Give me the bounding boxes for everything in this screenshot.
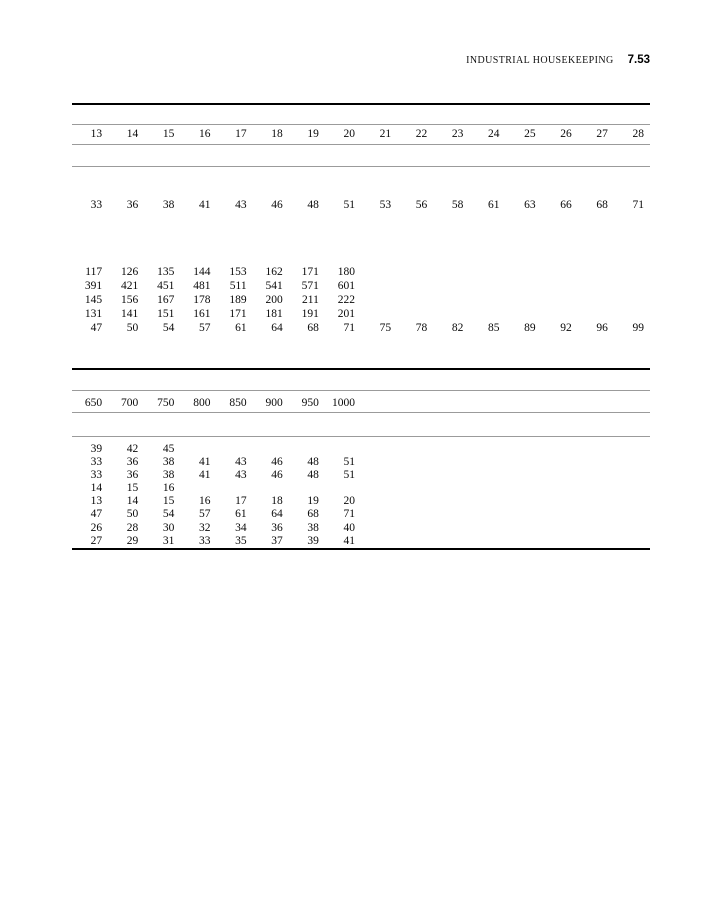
table-cell: 33: [90, 198, 103, 211]
table-cell: 71: [343, 321, 355, 334]
table-cell: 19: [307, 495, 319, 508]
table-cell: 56: [415, 198, 428, 211]
table-cell: 46: [271, 469, 283, 482]
table-cell: 25: [524, 128, 536, 140]
table-cell: 700: [121, 397, 139, 409]
table-cell: 35: [235, 534, 247, 547]
table-cell: 18: [271, 495, 283, 508]
table-cell: 650: [84, 397, 103, 409]
table-cell: 750: [157, 397, 175, 409]
table-cell: 75: [379, 321, 392, 334]
table-cell: 16: [162, 482, 175, 495]
table-cell: 27: [596, 128, 608, 140]
table-cell: 51: [343, 469, 355, 482]
table-cell: 38: [162, 469, 175, 482]
table-cell: 46: [271, 198, 283, 211]
table-row: [72, 535, 650, 548]
table-cell: 66: [560, 198, 572, 211]
table-cell: 135: [157, 265, 175, 278]
table-row: [72, 495, 650, 508]
table-cell: 33: [199, 534, 211, 547]
table-cell: 162: [265, 265, 283, 278]
table-cell: 20: [343, 495, 355, 508]
table-cell: 36: [126, 456, 139, 469]
table-cell: 34: [235, 521, 247, 534]
table-cell: 50: [126, 508, 139, 521]
table-cell: 161: [193, 307, 211, 320]
table-row: [72, 279, 650, 293]
table-cell: 45: [162, 443, 175, 455]
table-cell: 144: [193, 265, 211, 278]
table-cell: 126: [121, 265, 139, 278]
table-cell: 54: [162, 508, 175, 521]
table-cell: 92: [560, 321, 572, 334]
table-cell: 541: [265, 279, 283, 292]
table-cell: 82: [451, 321, 464, 334]
page-number: 7.53: [627, 54, 650, 66]
table2-header-row: [72, 396, 650, 410]
table-cell: 24: [488, 128, 500, 140]
table-cell: 16: [199, 128, 211, 140]
table-cell: 57: [199, 321, 211, 334]
table-cell: 48: [307, 456, 319, 469]
table-cell: 29: [126, 534, 139, 547]
table-cell: 481: [193, 279, 211, 292]
table1-top-rule: [72, 103, 650, 105]
table-row: [72, 293, 650, 307]
table-cell: 117: [85, 265, 103, 278]
table-row: [72, 321, 650, 335]
table-cell: 1000: [332, 397, 355, 409]
table-cell: 20: [343, 128, 355, 140]
page-header: [72, 50, 650, 68]
table-cell: 421: [121, 279, 139, 292]
table-row: [72, 307, 650, 321]
table-cell: 71: [343, 508, 355, 521]
table-cell: 17: [235, 495, 247, 508]
table-cell: 19: [307, 128, 319, 140]
table-cell: 141: [121, 307, 139, 320]
table-cell: 211: [302, 293, 319, 306]
table-cell: 171: [301, 265, 319, 278]
table-cell: 201: [337, 307, 355, 320]
table-cell: 16: [199, 495, 211, 508]
table-cell: 18: [271, 128, 283, 140]
table-cell: 50: [126, 321, 139, 334]
table-cell: 36: [126, 198, 139, 211]
table-cell: 43: [235, 469, 247, 482]
table-cell: 28: [632, 128, 644, 140]
table-cell: 61: [488, 198, 500, 211]
table-cell: 511: [229, 279, 247, 292]
table-cell: 15: [162, 495, 175, 508]
table-cell: 47: [90, 508, 103, 521]
table-cell: 41: [199, 456, 211, 469]
table-cell: 23: [451, 128, 464, 140]
table2-header-rule-below: [72, 412, 650, 413]
table-cell: 167: [157, 293, 175, 306]
table-cell: 57: [199, 508, 211, 521]
table-cell: 36: [271, 521, 283, 534]
table1-single-row: [72, 198, 650, 212]
table2-header-rule-above: [72, 390, 650, 391]
table-cell: 15: [126, 482, 139, 495]
table-cell: 171: [229, 307, 247, 320]
table-cell: 41: [343, 534, 355, 547]
table-cell: 22: [415, 128, 428, 140]
table-cell: 46: [271, 456, 283, 469]
table-cell: 13: [90, 495, 103, 508]
table-cell: 38: [307, 521, 319, 534]
table-cell: 850: [229, 397, 247, 409]
running-title: INDUSTRIAL HOUSEKEEPING: [466, 55, 614, 66]
table-cell: 47: [90, 321, 103, 334]
table-cell: 950: [301, 397, 319, 409]
table-cell: 30: [162, 521, 175, 534]
table-cell: 43: [235, 198, 247, 211]
table-row: [72, 508, 650, 521]
table-cell: 38: [162, 456, 175, 469]
table1-header-rule-above: [72, 124, 650, 125]
table-cell: 189: [229, 293, 247, 306]
table-cell: 51: [343, 456, 355, 469]
table-cell: 41: [199, 198, 211, 211]
table1-header-row: [72, 127, 650, 141]
table-cell: 32: [199, 521, 211, 534]
table-cell: 61: [235, 321, 247, 334]
table-cell: 151: [157, 307, 175, 320]
table-cell: 41: [199, 469, 211, 482]
table-cell: 153: [229, 265, 247, 278]
table-cell: 53: [379, 198, 392, 211]
table-cell: 14: [90, 482, 103, 495]
table-cell: 68: [307, 508, 319, 521]
table-cell: 180: [337, 265, 355, 278]
table-row: [72, 482, 650, 495]
table-cell: 39: [307, 534, 319, 547]
table-cell: 61: [235, 508, 247, 521]
table2-subhead-rule: [72, 436, 650, 437]
table-cell: 48: [307, 198, 319, 211]
table-row: [72, 522, 650, 535]
table-cell: 78: [415, 321, 428, 334]
table-cell: 571: [301, 279, 319, 292]
table-cell: 26: [90, 521, 103, 534]
table-cell: 145: [84, 293, 103, 306]
table-cell: 391: [84, 279, 103, 292]
table-cell: 54: [162, 321, 175, 334]
table-cell: 222: [337, 293, 355, 306]
table2-bottom-rule: [72, 548, 650, 550]
table-cell: 48: [307, 469, 319, 482]
table-cell: 71: [632, 198, 644, 211]
table-cell: 36: [126, 469, 139, 482]
table-cell: 85: [488, 321, 500, 334]
table-cell: 68: [596, 198, 608, 211]
table-cell: 900: [265, 397, 283, 409]
table-cell: 200: [265, 293, 283, 306]
table-cell: 27: [90, 534, 103, 547]
table-cell: 42: [126, 443, 139, 455]
table-cell: 33: [90, 469, 103, 482]
table-cell: 39: [90, 443, 103, 455]
table-cell: 451: [157, 279, 175, 292]
table-cell: 33: [90, 456, 103, 469]
table-cell: 14: [126, 128, 139, 140]
table-cell: 37: [271, 534, 283, 547]
table-cell: 14: [126, 495, 139, 508]
table-cell: 21: [379, 128, 392, 140]
table-cell: 63: [524, 198, 536, 211]
table-cell: 38: [162, 198, 175, 211]
table-cell: 96: [596, 321, 608, 334]
table-row: [72, 443, 650, 456]
table-cell: 58: [451, 198, 464, 211]
table-cell: 181: [265, 307, 283, 320]
table-cell: 156: [121, 293, 139, 306]
table-cell: 13: [90, 128, 103, 140]
table2-data-block: [72, 443, 650, 548]
table-cell: 601: [337, 279, 355, 292]
table-cell: 68: [307, 321, 319, 334]
table1-subhead-rule: [72, 166, 650, 167]
table-cell: 800: [193, 397, 211, 409]
table-cell: 131: [84, 307, 103, 320]
table-cell: 99: [632, 321, 644, 334]
table-cell: 43: [235, 456, 247, 469]
table-cell: 64: [271, 508, 283, 521]
table-cell: 178: [193, 293, 211, 306]
table-row: [72, 469, 650, 482]
table-cell: 31: [162, 534, 175, 547]
table-cell: 15: [162, 128, 175, 140]
table-cell: 89: [524, 321, 536, 334]
table-cell: 51: [343, 198, 355, 211]
table-row: [72, 456, 650, 469]
table-cell: 17: [235, 128, 247, 140]
table-cell: 191: [301, 307, 319, 320]
table-cell: 26: [560, 128, 572, 140]
table-row: [72, 265, 650, 279]
table-cell: 28: [126, 521, 139, 534]
table2-top-rule: [72, 368, 650, 370]
table1-header-rule-below: [72, 144, 650, 145]
table1-data-block: [72, 265, 650, 335]
table-cell: 64: [271, 321, 283, 334]
table-cell: 40: [343, 521, 355, 534]
